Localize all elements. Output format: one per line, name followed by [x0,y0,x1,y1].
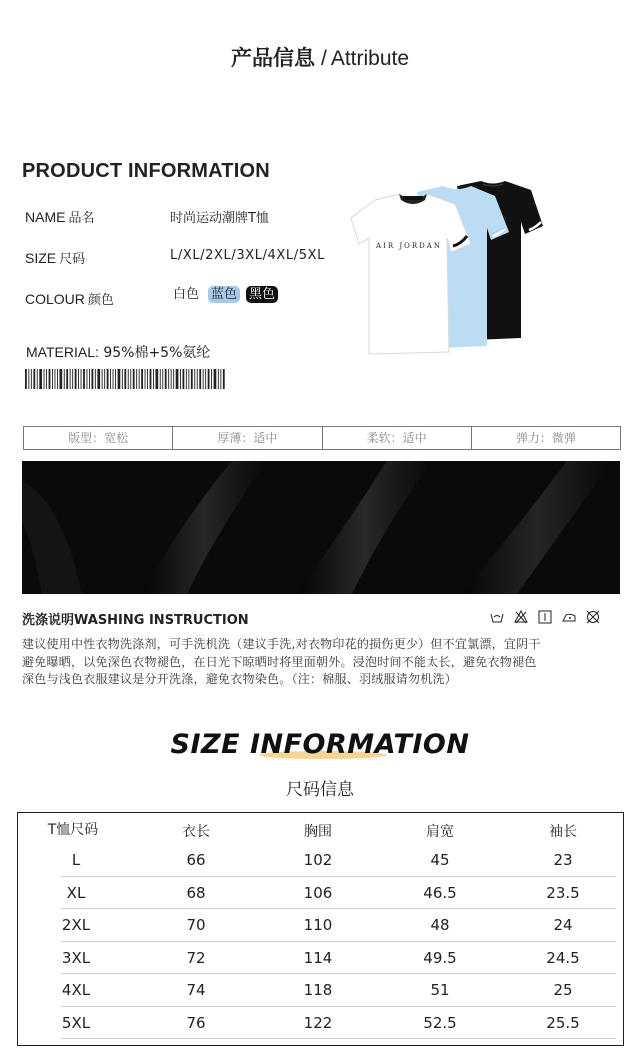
header-size: T恤尺码 [47,822,99,838]
size-label-cell: 2XL [61,916,91,934]
size-value-cell: 118 [303,981,333,999]
hand-wash-icon [490,610,504,624]
washing-line: 避免曝晒，以免深色衣物褪色，在日光下晾晒时将里面朝外。浸泡时间不能太长，避免衣物褪色 [22,654,537,669]
size-value-cell: 68 [186,883,206,902]
header-title-en: Attribute [330,47,410,70]
size-label-cell: L [71,851,81,869]
size-value-cell: 24.5 [546,948,580,967]
colour-chip-black: 黑色 [246,286,278,303]
name-label-en: NAME [25,209,66,225]
colour-chip-blue: 蓝色 [208,286,240,303]
size-value: L/XL/2XL/3XL/4XL/5XL [170,248,325,263]
washing-line: 建议使用中性衣物洗涤剂，可手洗机洗（建议手洗,对衣物印花的损伤更少）但不宜氯漂，宜阴干 [22,637,541,651]
size-value-cell: 70 [186,916,206,934]
attr-elasticity: 弹力：微弹 [515,431,576,445]
barcode-graphic [25,369,227,389]
washing-line: 深色与浅色衣服建议是分开洗涤，避免衣物染色。（注：棉服、羽绒服请勿机洗） [22,672,458,686]
name-value: 时尚运动潮牌T恤 [170,211,269,226]
size-label [25,248,85,267]
material-label: MATERIAL: [26,344,99,360]
size-label-cell: XL [66,883,86,902]
row-divider [61,908,616,909]
material-row [26,342,210,362]
size-value-cell: 106 [303,883,333,902]
colour-label-zh: 颜色 [87,293,114,308]
tumble-dry-icon [538,610,552,624]
size-value-cell: 49.5 [423,948,457,967]
colour-label [25,289,114,308]
header-title-zh: 产品信息 [230,46,315,70]
size-table [17,812,624,1046]
row-divider [61,941,616,942]
size-value-cell: 110 [303,916,333,934]
attribute-bar [23,426,621,450]
size-value-cell: 46.5 [423,883,457,902]
fabric-closeup-image [22,461,620,594]
size-label-cell: 5XL [61,1013,91,1032]
attr-fit: 版型：宽松 [24,427,173,449]
attr-thickness: 厚薄：适中 [173,427,322,449]
size-label-cell: 3XL [61,948,91,967]
size-label-cell: 4XL [61,981,91,999]
product-tshirts-image [345,178,545,358]
size-value-cell: 24 [553,916,573,934]
size-value-cell: 51 [430,981,450,999]
colour-options [173,286,284,303]
no-dry-clean-icon [586,610,600,624]
row-divider [61,876,616,877]
header-sleeve: 袖长 [549,824,577,840]
size-value-cell: 25.5 [546,1013,580,1032]
size-label-zh: 尺码 [59,252,86,267]
name-label [25,207,94,226]
colour-chip-white: 白色 [173,287,200,302]
size-value-cell: 25 [553,981,573,999]
shirt-print-text: AIR JORDAN [376,242,442,250]
size-value-cell: 114 [303,948,333,967]
no-bleach-icon [514,610,528,624]
header-chest: 胸围 [304,824,332,840]
page-header [0,42,640,72]
row-divider [61,1038,616,1039]
colour-label-en: COLOUR [25,291,85,307]
size-value-cell: 74 [186,981,206,999]
size-value-cell: 23 [553,851,573,869]
size-value-cell: 23.5 [546,883,580,902]
size-value-cell: 66 [186,851,206,869]
size-value-cell: 52.5 [423,1013,457,1032]
header-length: 衣长 [182,824,210,840]
washing-icons [490,610,600,624]
size-info-title: SIZE INFORMATION [170,729,470,760]
attr-softness: 柔软：适中 [323,427,472,449]
size-value-cell: 48 [430,916,450,934]
size-label-en: SIZE [25,250,57,266]
product-info-heading: PRODUCT INFORMATION [22,160,270,182]
material-value: 95%棉+5%氨纶 [103,345,211,361]
washing-title: 洗涤说明WASHING INSTRUCTION [22,613,249,628]
size-value-cell: 45 [430,851,450,869]
size-value-cell: 72 [186,948,206,967]
washing-text [22,636,622,689]
size-info-subtitle: 尺码信息 [286,780,354,800]
row-divider [61,973,616,974]
iron-icon [562,610,576,624]
size-value-cell: 122 [303,1013,333,1032]
header-separator: / [320,47,327,70]
size-value-cell: 102 [303,851,333,869]
name-label-zh: 品名 [68,211,95,226]
row-divider [61,1006,616,1007]
size-value-cell: 76 [186,1013,206,1032]
header-shoulder: 肩宽 [426,824,454,840]
